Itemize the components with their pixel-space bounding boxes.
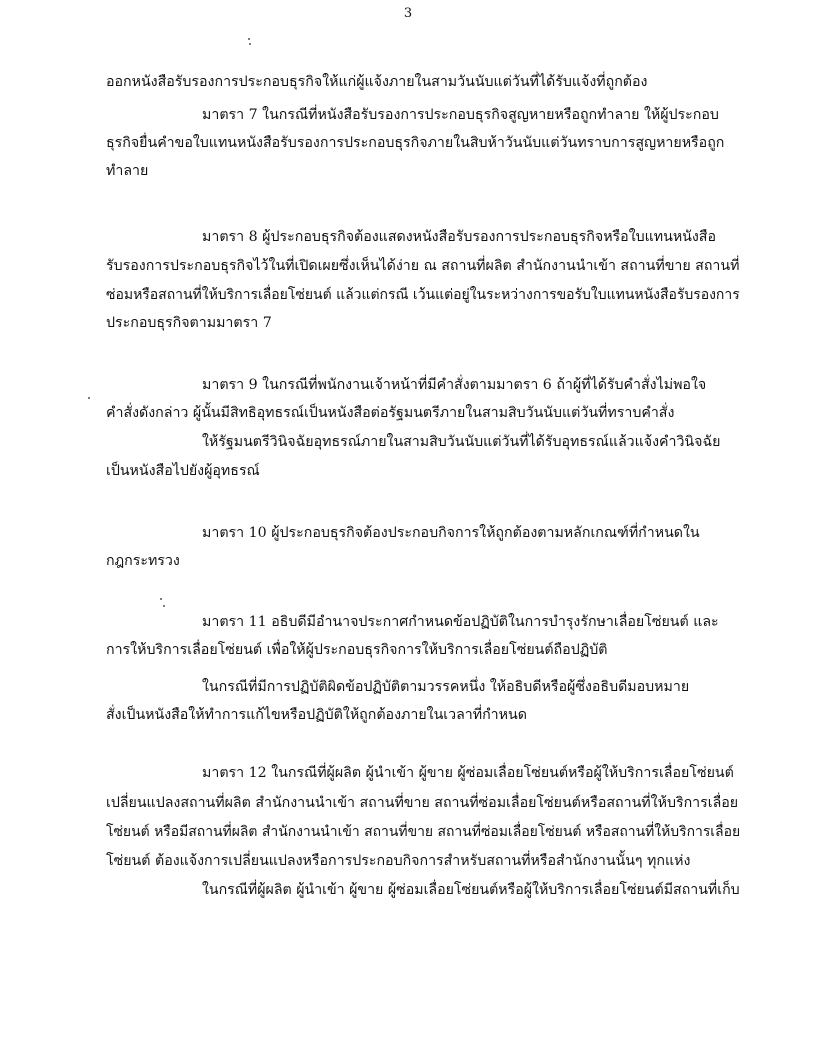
- section-12-line-2: เปลี่ยนแปลงสถานที่ผลิต สำนักงานนำเข้า สถานที่ขาย สถานที่ซ่อมเลื่อยโซ่ยนต์หรือสถานที่ให้บริการเลื่อย: [106, 795, 739, 811]
- section-9-line-2: คำสั่งดังกล่าว ผู้นั้นมีสิทธิอุทธรณ์เป็นหนังสือต่อรัฐมนตรีภายในสามสิบวันนับแต่วันที่ทราบคำสั่ง: [106, 405, 675, 421]
- section-9-line-1: มาตรา 9 ในกรณีที่พนักงานเจ้าหน้าที่มีคำสั่งตามมาตรา 6 ถ้าผู้ที่ได้รับคำสั่งไม่พอใจ: [202, 377, 707, 393]
- section-8-line-3: ซ่อมหรือสถานที่ให้บริการเลื่อยโซ่ยนต์ แล้วแต่กรณี เว้นแต่อยู่ในระหว่างการขอรับใบแทนหนังสือรับรองการ: [106, 287, 740, 303]
- section-7-line-2: ธุรกิจยื่นคำขอใบแทนหนังสือรับรองการประกอบธุรกิจภายในสิบห้าวันนับแต่วันทราบการสูญหายหรือถูก: [106, 135, 725, 151]
- section-9-line-3: ให้รัฐมนตรีวินิจฉัยอุทธรณ์ภายในสามสิบวันนับแต่วันที่ได้รับอุทธรณ์แล้วแจ้งคำวินิจฉัย: [202, 434, 721, 450]
- section-8-line-1: มาตรา 8 ผู้ประกอบธุรกิจต้องแสดงหนังสือรับรองการประกอบธุรกิจหรือใบแทนหนังสือ: [202, 229, 716, 245]
- section-11-line-4: สั่งเป็นหนังสือให้ทำการแก้ไขหรือปฏิบัติให้ถูกต้องภายในเวลาที่กำหนด: [106, 707, 527, 723]
- section-11-line-3: ในกรณีที่มีการปฏิบัติผิดข้อปฏิบัติตามวรรคหนึ่ง ให้อธิบดีหรือผู้ซึ่งอธิบดีมอบหมาย: [202, 679, 690, 695]
- section-12-line-3: โซ่ยนต์ หรือมีสถานที่ผลิต สำนักงานนำเข้า สถานที่ขาย สถานที่ซ่อมเลื่อยโซ่ยนต์ หรือสถานที่ให้บริการเลื่อย: [106, 824, 741, 840]
- scan-speck: [248, 38, 250, 40]
- section-9-line-4: เป็นหนังสือไปยังผู้อุทธรณ์: [106, 463, 260, 479]
- section-12-line-4: โซ่ยนต์ ต้องแจ้งการเปลี่ยนแปลงหรือการประกอบกิจการสำหรับสถานที่หรือสำนักงานนั้นๆ ทุกแห่ง: [106, 853, 691, 869]
- page-number: 3: [403, 6, 413, 21]
- section-11-line-2: การให้บริการเลื่อยโซ่ยนต์ เพื่อให้ผู้ประกอบธุรกิจการให้บริการเลื่อยโซ่ยนต์ถือปฏิบัติ: [106, 642, 608, 658]
- section-12-line-5: ในกรณีที่ผู้ผลิต ผู้นำเข้า ผู้ขาย ผู้ซ่อมเลื่อยโซ่ยนต์หรือผู้ให้บริการเลื่อยโซ่ยนต์มีสถานที่เก็บ: [202, 882, 740, 898]
- section-8-line-4: ประกอบธุรกิจตามมาตรา 7: [106, 315, 272, 331]
- section-10-line-1: มาตรา 10 ผู้ประกอบธุรกิจต้องประกอบกิจการให้ถูกต้องตามหลักเกณฑ์ที่กำหนดใน: [202, 525, 700, 541]
- section-7-line-1: มาตรา 7 ในกรณีที่หนังสือรับรองการประกอบธุรกิจสูญหายหรือถูกทำลาย ให้ผู้ประกอบ: [202, 107, 719, 123]
- paragraph-line: ออกหนังสือรับรองการประกอบธุรกิจให้แก่ผู้แจ้งภายในสามวันนับแต่วันที่ได้รับแจ้งที่ถูกต้อง: [106, 74, 648, 90]
- scan-speck: [249, 43, 251, 45]
- section-12-line-1: มาตรา 12 ในกรณีที่ผู้ผลิต ผู้นำเข้า ผู้ขาย ผู้ซ่อมเลื่อยโซ่ยนต์หรือผู้ให้บริการเลื่อยโซ่ยนต์: [202, 765, 734, 781]
- scan-speck: [88, 397, 90, 399]
- scan-speck: [160, 598, 162, 600]
- section-11-line-1: มาตรา 11 อธิบดีมีอำนาจประกาศกำหนดข้อปฏิบัติในการบำรุงรักษาเลื่อยโซ่ยนต์ และ: [202, 614, 719, 630]
- scan-speck: [163, 605, 165, 607]
- section-10-line-2: กฎกระทรวง: [106, 553, 180, 569]
- section-8-line-2: รับรองการประกอบธุรกิจไว้ในที่เปิดเผยซึ่งเห็นได้ง่าย ณ สถานที่ผลิต สำนักงานนำเข้า สถานที่ขาย สถานที่: [106, 258, 740, 274]
- section-7-line-3: ทำลาย: [106, 163, 149, 179]
